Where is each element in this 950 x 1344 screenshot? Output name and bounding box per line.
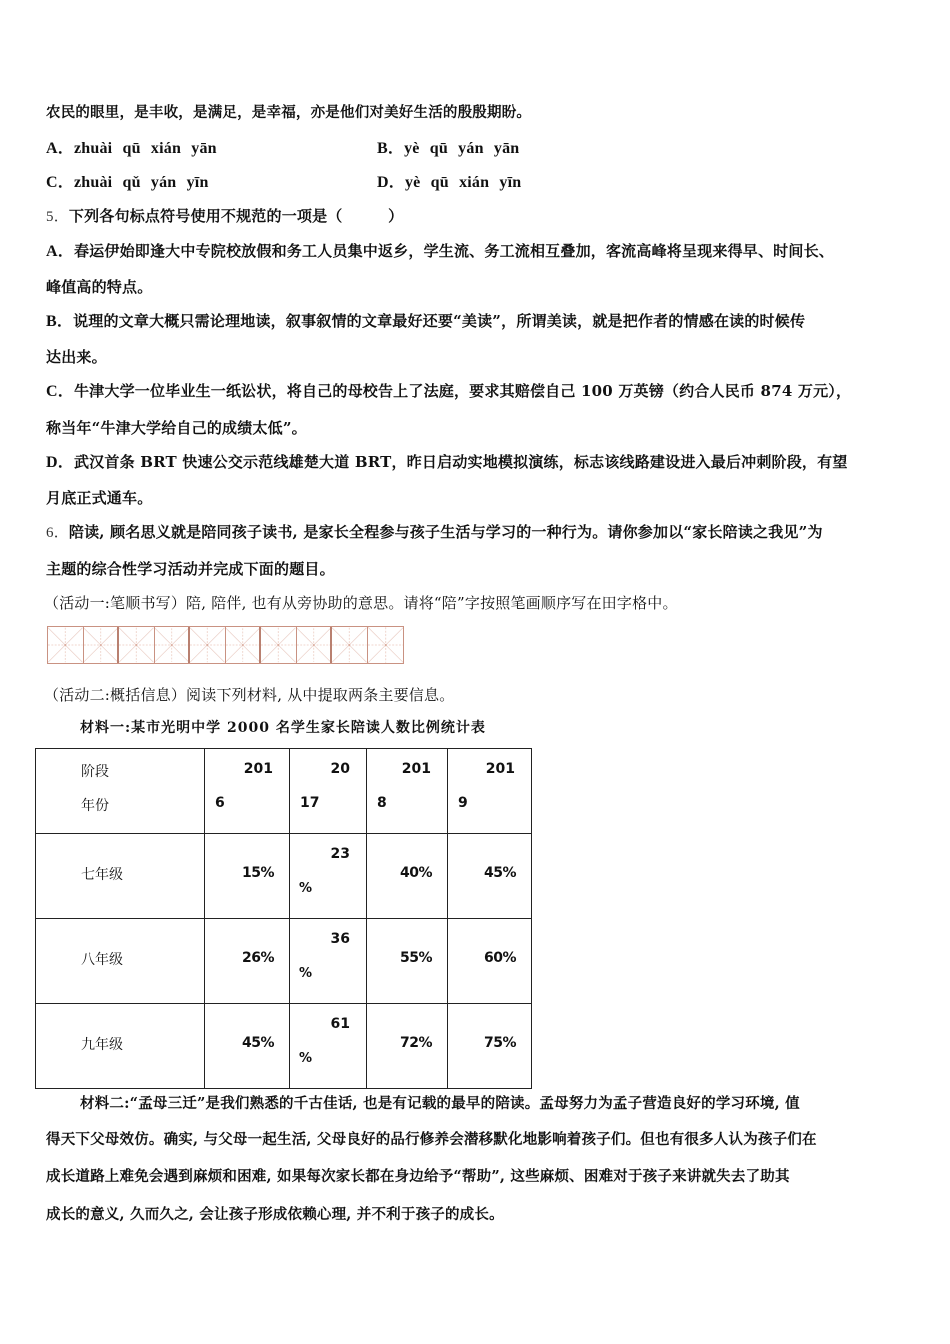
q4-option-b[interactable] (377, 138, 519, 159)
q5-option-b-line1[interactable] (46, 311, 805, 332)
q4-option-a[interactable] (46, 138, 217, 159)
value-cell: 26% (241, 950, 274, 966)
header-year-cell (205, 749, 290, 834)
value-cell-top: 36 (330, 931, 350, 947)
option-label: A． (46, 243, 74, 260)
option-label: B． (377, 140, 405, 157)
q5-option-c-line1[interactable] (46, 381, 851, 402)
option-label: D． (377, 174, 405, 191)
grid-cell[interactable] (297, 627, 333, 663)
grade-label: 七年级 (81, 867, 123, 883)
value-cell: 55% (399, 950, 432, 966)
activity2-prompt: （活动二:概括信息）阅读下列材料, 从中提取两条主要信息。 (44, 686, 455, 704)
value-cell: 45% (483, 865, 516, 881)
year-top: 201 (401, 761, 431, 777)
q5-option-b-line2: 达出来。 (46, 348, 107, 366)
q6-stem-line2: 主题的综合性学习活动并完成下面的题目。 (46, 560, 335, 578)
option-text: yè qū yán yān (404, 140, 520, 157)
q5-option-a-line1[interactable] (46, 241, 834, 262)
year-top: 20 (330, 761, 350, 777)
year-bottom: 6 (215, 795, 225, 811)
header-label-year: 年份 (81, 798, 109, 814)
value-cell-top: 61 (330, 1016, 350, 1032)
option-text: yè qū xián yīn (404, 174, 522, 191)
grid-cell[interactable] (332, 627, 368, 663)
q6-stem-line1 (46, 522, 823, 543)
value-cell-bottom: % (299, 1051, 313, 1066)
option-text: 说理的文章大概只需论理地读，叙事叙情的文章最好还要“美读”，所谓美读，就是把作者的情感在读的时候传 (73, 312, 806, 330)
grid-cell[interactable] (48, 627, 84, 663)
year-bottom: 17 (300, 795, 320, 811)
value-cell: 72% (399, 1035, 432, 1051)
activity1-prompt: （活动一:笔顺书写）陪, 陪伴, 也有从旁协助的意思。请将“陪”字按照笔画顺序写在田字格中。 (44, 594, 678, 612)
stats-table (35, 748, 532, 1089)
grid-cell[interactable] (261, 627, 297, 663)
value-cell: 45% (241, 1035, 274, 1051)
table-header-row (36, 749, 532, 834)
q5-stem (46, 206, 403, 227)
value-cell-bottom: % (299, 966, 313, 981)
q5-option-a-line2: 峰值高的特点。 (46, 278, 153, 296)
question-number: 5． (46, 209, 69, 225)
question-stem: 下列各句标点符号使用不规范的一项是（ ） (68, 207, 404, 225)
option-label: D． (46, 454, 74, 471)
year-bottom: 8 (377, 795, 387, 811)
year-top: 201 (485, 761, 515, 777)
grid-cell[interactable] (190, 627, 226, 663)
material2-line1: 材料二:“孟母三迁”是我们熟悉的千古佳话, 也是有记载的最早的陪读。孟母努力为孟子营造良好的学习环境, 值 (80, 1095, 800, 1112)
q5-option-d-line2: 月底正式通车。 (46, 489, 153, 507)
header-year-cell (367, 749, 448, 834)
header-label-stage: 阶段 (81, 764, 109, 780)
writing-grid[interactable] (47, 626, 404, 664)
grid-cell[interactable] (119, 627, 155, 663)
q5-option-d-line1[interactable] (46, 452, 848, 473)
grid-cell[interactable] (155, 627, 191, 663)
material1-title: 材料一:某市光明中学 2000 名学生家长陪读人数比例统计表 (80, 720, 486, 736)
value-cell: 15% (241, 865, 274, 881)
option-label: A． (46, 140, 74, 157)
header-year-cell (448, 749, 532, 834)
q4-option-d[interactable] (377, 172, 521, 193)
header-year-cell (290, 749, 367, 834)
material2-line2: 得天下父母效仿。确实, 与父母一起生活, 父母良好的品行修养会潜移默化地影响着孩子们。但也有很多人认为孩子们在 (46, 1131, 817, 1148)
option-text: zhuài qǔ yán yīn (73, 174, 209, 191)
option-label: C． (46, 383, 74, 400)
grid-cell[interactable] (226, 627, 262, 663)
year-bottom: 9 (458, 795, 468, 811)
q4-option-c[interactable] (46, 172, 209, 193)
option-label: B． (46, 313, 74, 330)
option-text: 春运伊始即逢大中专院校放假和务工人员集中返乡，学生流、务工流相互叠加，客流高峰将呈现来得早、时间长、 (73, 242, 834, 260)
option-label: C． (46, 174, 74, 191)
option-text: 武汉首条 BRT 快速公交示范线雄楚大道 BRT，昨日启动实地模拟演练，标志该线路建设进入最后冲刺阶段，有望 (73, 453, 848, 471)
grade-label: 八年级 (81, 952, 123, 968)
value-cell-bottom: % (299, 881, 313, 896)
grid-cell[interactable] (84, 627, 120, 663)
grade-label: 九年级 (81, 1037, 123, 1053)
grid-cell[interactable] (368, 627, 404, 663)
value-cell: 75% (483, 1035, 516, 1051)
material2-line3: 成长道路上难免会遇到麻烦和困难, 如果每次家长都在身边给予“帮助”, 这些麻烦、困难对于孩子来讲就失去了助其 (46, 1168, 790, 1185)
table-row (36, 1004, 532, 1089)
option-text: 牛津大学一位毕业生一纸讼状，将自己的母校告上了法庭，要求其赔偿自己 100 万英镑（约合人民币 874 万元）， (73, 382, 852, 400)
header-corner-cell (36, 749, 205, 834)
question-stem: 陪读, 顾名思义就是陪同孩子读书, 是家长全程参与孩子生活与学习的一种行为。请你参加以“家长陪读之我见”为 (68, 523, 823, 541)
material2-line4: 成长的意义, 久而久之, 会让孩子形成依赖心理, 并不利于孩子的成长。 (46, 1206, 504, 1223)
table-row (36, 919, 532, 1004)
value-cell-top: 23 (330, 846, 350, 862)
option-text: zhuài qū xián yān (73, 140, 217, 157)
year-top: 201 (243, 761, 273, 777)
value-cell: 60% (483, 950, 516, 966)
q5-option-c-line2: 称当年“牛津大学给自己的成绩太低”。 (46, 419, 307, 437)
table-row (36, 834, 532, 919)
q4-stem-tail: 农民的眼里，是丰收，是满足，是幸福，亦是他们对美好生活的殷殷期盼。 (46, 104, 532, 121)
question-number: 6． (46, 525, 69, 541)
value-cell: 40% (399, 865, 432, 881)
